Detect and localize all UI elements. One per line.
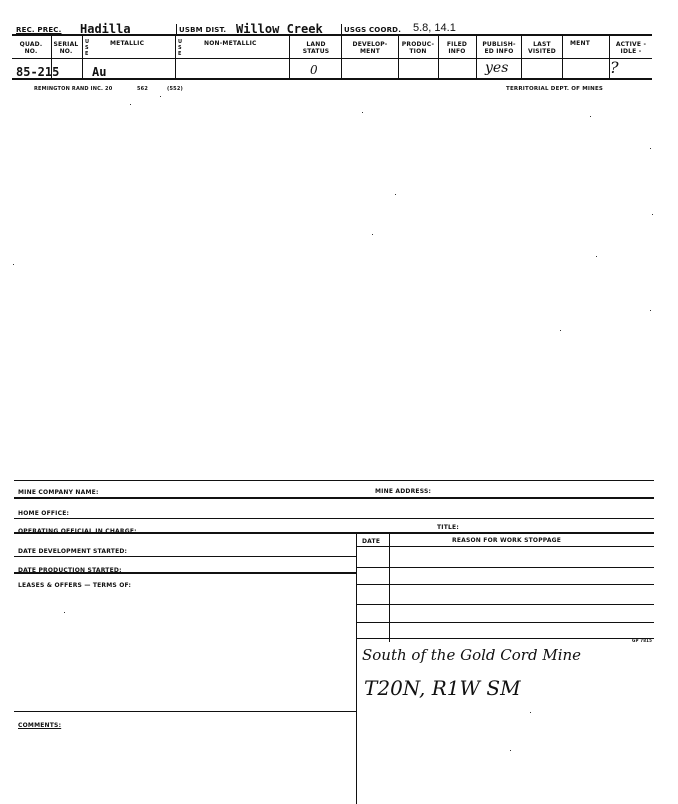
col-production: PRODUC-TION — [401, 41, 435, 55]
col-serial-no: SERIAL NO. — [53, 41, 79, 55]
date-header: DATE — [362, 538, 381, 545]
col-filed-info: FILED INFO — [446, 41, 468, 55]
operating-official-label: OPERATING OFFICIAL IN CHARGE: — [18, 528, 137, 535]
date-development-label: DATE DEVELOPMENT STARTED: — [18, 548, 128, 555]
active-idle-value: ? — [610, 58, 619, 77]
title-label: TITLE: — [437, 524, 459, 531]
col-last-visited: LAST VISITED — [527, 41, 556, 55]
top-record-strip — [0, 0, 678, 100]
col-development: DEVELOP-MENT — [352, 41, 388, 55]
published-info-value: yes — [485, 60, 509, 76]
reason-header: REASON FOR WORK STOPPAGE — [452, 537, 562, 544]
lower-form — [0, 470, 678, 804]
handwritten-township: T20N, R1W SM — [364, 676, 521, 700]
mine-address-label: MINE ADDRESS: — [375, 488, 432, 495]
mine-company-name-label: MINE COMPANY NAME: — [18, 489, 99, 496]
printer-imprint: REMINGTON RAND INC. 20 — [34, 86, 113, 92]
col-active-idle: ACTIVE - IDLE - — [615, 41, 647, 55]
dept-imprint: TERRITORIAL DEPT. OF MINES — [506, 86, 604, 92]
rec-prec-value: Hadilla — [80, 22, 131, 36]
usbm-dist-value: Willow Creek — [236, 22, 323, 36]
handwritten-location: South of the Gold Cord Mine — [362, 646, 582, 664]
serial-value: 85-215 — [16, 65, 60, 79]
rec-prec-label: REC. PREC. — [16, 26, 62, 34]
printer-code-1: 562 — [137, 86, 149, 92]
land-status-value: 0 — [310, 63, 318, 77]
leases-label: LEASES & OFFERS — TERMS OF: — [18, 582, 132, 589]
date-production-label: DATE PRODUCTION STARTED: — [18, 567, 122, 574]
col-use-metallic: U S E — [85, 39, 90, 57]
col-use-nonmetallic: U S E — [178, 39, 183, 57]
comments-label: COMMENTS: — [18, 722, 62, 729]
home-office-label: HOME OFFICE: — [18, 510, 70, 517]
usgs-coord-label: USGS COORD. — [344, 26, 402, 34]
col-ment: MENT — [570, 40, 590, 47]
metallic-value: Au — [92, 65, 107, 79]
col-land-status: LAND STATUS — [302, 41, 330, 55]
col-metallic: METALLIC — [110, 40, 145, 47]
printer-code-2: (552) — [167, 86, 184, 92]
form-number: GP 7815 — [632, 638, 653, 643]
usbm-dist-label: USBM DIST. — [179, 26, 227, 34]
col-nonmetallic: NON-METALLIC — [204, 40, 257, 47]
col-published-info: PUBLISH-ED INFO — [482, 41, 516, 55]
col-quad-no: QUAD. NO. — [19, 41, 43, 55]
usgs-coord-value: 5.8, 14.1 — [413, 22, 456, 34]
